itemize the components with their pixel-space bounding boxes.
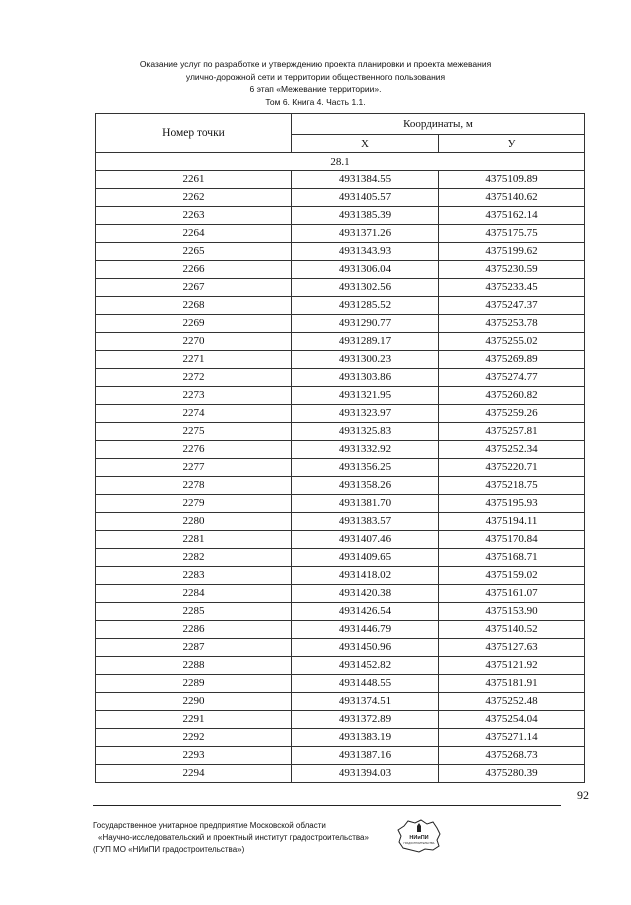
cell-y: 4375181.91 [439,675,585,693]
cell-point-number: 2284 [96,585,292,603]
cell-x: 4931325.83 [292,423,439,441]
cell-y: 4375247.37 [439,297,585,315]
table-row [96,711,585,729]
cell-x: 4931303.86 [292,369,439,387]
document-footer [93,820,369,856]
table-row [96,747,585,765]
cell-x: 4931446.79 [292,621,439,639]
cell-y: 4375140.62 [439,189,585,207]
cell-y: 4375195.93 [439,495,585,513]
cell-x: 4931372.89 [292,711,439,729]
cell-point-number: 2290 [96,693,292,711]
table-body [96,171,585,783]
cell-x: 4931383.19 [292,729,439,747]
cell-y: 4375161.07 [439,585,585,603]
cell-y: 4375259.26 [439,405,585,423]
table-row [96,549,585,567]
table-row [96,531,585,549]
cell-y: 4375274.77 [439,369,585,387]
table-row [96,405,585,423]
cell-x: 4931409.65 [292,549,439,567]
cell-y: 4375252.34 [439,441,585,459]
table-row [96,585,585,603]
cell-x: 4931302.56 [292,279,439,297]
cell-point-number: 2277 [96,459,292,477]
cell-point-number: 2267 [96,279,292,297]
table-row [96,279,585,297]
cell-point-number: 2294 [96,765,292,783]
cell-x: 4931420.38 [292,585,439,603]
cell-point-number: 2274 [96,405,292,423]
cell-point-number: 2282 [96,549,292,567]
cell-x: 4931290.77 [292,315,439,333]
table-row [96,441,585,459]
cell-x: 4931306.04 [292,261,439,279]
cell-point-number: 2280 [96,513,292,531]
cell-y: 4375268.73 [439,747,585,765]
cell-y: 4375140.52 [439,621,585,639]
cell-x: 4931285.52 [292,297,439,315]
table-row [96,207,585,225]
cell-x: 4931426.54 [292,603,439,621]
table-row [96,459,585,477]
cell-x: 4931343.93 [292,243,439,261]
header-line-3: 6 этап «Межевание территории». [249,84,382,94]
cell-point-number: 2269 [96,315,292,333]
cell-point-number: 2285 [96,603,292,621]
table-row [96,261,585,279]
header-x: X [292,135,439,153]
cell-y: 4375230.59 [439,261,585,279]
cell-point-number: 2272 [96,369,292,387]
table-row [96,171,585,189]
table-row [96,297,585,315]
cell-point-number: 2266 [96,261,292,279]
footer-line-1: Государственное унитарное предприятие Московской области [93,821,326,830]
header-point-number: Номер точки [96,114,292,153]
table-row [96,765,585,783]
cell-y: 4375252.48 [439,693,585,711]
table-row [96,369,585,387]
cell-y: 4375254.04 [439,711,585,729]
cell-point-number: 2278 [96,477,292,495]
cell-y: 4375194.11 [439,513,585,531]
table-row [96,225,585,243]
cell-point-number: 2293 [96,747,292,765]
cell-point-number: 2292 [96,729,292,747]
cell-point-number: 2287 [96,639,292,657]
footer-line-3: (ГУП МО «НИиПИ градостроительства») [93,845,245,854]
cell-point-number: 2264 [96,225,292,243]
cell-x: 4931394.03 [292,765,439,783]
cell-x: 4931407.46 [292,531,439,549]
cell-point-number: 2291 [96,711,292,729]
table-row [96,621,585,639]
cell-y: 4375280.39 [439,765,585,783]
cell-point-number: 2262 [96,189,292,207]
cell-x: 4931450.96 [292,639,439,657]
cell-point-number: 2276 [96,441,292,459]
header-line-2: улично-дорожной сети и территории общественного пользования [185,71,446,82]
cell-x: 4931381.70 [292,495,439,513]
table-row [96,657,585,675]
cell-y: 4375260.82 [439,387,585,405]
table-row [96,387,585,405]
cell-x: 4931289.17 [292,333,439,351]
cell-x: 4931356.25 [292,459,439,477]
cell-x: 4931418.02 [292,567,439,585]
logo-text-2: ГРАДОСТРОИТЕЛЬСТВА [403,842,435,845]
cell-point-number: 2279 [96,495,292,513]
cell-x: 4931387.16 [292,747,439,765]
cell-x: 4931300.23 [292,351,439,369]
cell-x: 4931374.51 [292,693,439,711]
table-row [96,189,585,207]
table-row [96,567,585,585]
cell-y: 4375233.45 [439,279,585,297]
cell-x: 4931385.39 [292,207,439,225]
table-row [96,333,585,351]
cell-x: 4931332.92 [292,441,439,459]
cell-x: 4931358.26 [292,477,439,495]
cell-point-number: 2263 [96,207,292,225]
cell-y: 4375153.90 [439,603,585,621]
cell-point-number: 2261 [96,171,292,189]
cell-y: 4375175.75 [439,225,585,243]
cell-point-number: 2286 [96,621,292,639]
cell-y: 4375220.71 [439,459,585,477]
cell-x: 4931452.82 [292,657,439,675]
cell-y: 4375218.75 [439,477,585,495]
cell-x: 4931448.55 [292,675,439,693]
cell-y: 4375168.71 [439,549,585,567]
table-row [96,639,585,657]
cell-point-number: 2288 [96,657,292,675]
header-y: У [439,135,585,153]
table-row [96,495,585,513]
logo-text-1: НИиПИ [409,835,429,841]
cell-y: 4375159.02 [439,567,585,585]
footer-divider [93,805,561,806]
cell-point-number: 2268 [96,297,292,315]
cell-point-number: 2275 [96,423,292,441]
section-label: 28.1 [96,153,585,171]
cell-y: 4375257.81 [439,423,585,441]
table-row [96,423,585,441]
table-row [96,693,585,711]
table-row [96,351,585,369]
cell-y: 4375269.89 [439,351,585,369]
cell-y: 4375170.84 [439,531,585,549]
coordinates-table [95,113,585,783]
cell-y: 4375121.92 [439,657,585,675]
cell-point-number: 2289 [96,675,292,693]
cell-y: 4375253.78 [439,315,585,333]
cell-x: 4931321.95 [292,387,439,405]
table-row [96,729,585,747]
cell-x: 4931323.97 [292,405,439,423]
cell-y: 4375127.63 [439,639,585,657]
header-coordinates: Координаты, м [292,114,585,135]
table-row [96,477,585,495]
institute-logo [395,818,443,854]
cell-point-number: 2265 [96,243,292,261]
cell-y: 4375271.14 [439,729,585,747]
cell-x: 4931383.57 [292,513,439,531]
cell-point-number: 2273 [96,387,292,405]
cell-x: 4931384.55 [292,171,439,189]
cell-x: 4931371.26 [292,225,439,243]
cell-y: 4375255.02 [439,333,585,351]
cell-y: 4375162.14 [439,207,585,225]
cell-point-number: 2283 [96,567,292,585]
cell-x: 4931405.57 [292,189,439,207]
cell-point-number: 2270 [96,333,292,351]
table-row [96,243,585,261]
cell-y: 4375199.62 [439,243,585,261]
cell-y: 4375109.89 [439,171,585,189]
header-line-1: Оказание услуг по разработке и утверждению проекта планировки и проекта межевания [139,59,492,69]
table-row [96,675,585,693]
cell-point-number: 2271 [96,351,292,369]
table-row [96,513,585,531]
cell-point-number: 2281 [96,531,292,549]
table-row [96,603,585,621]
document-header [0,58,631,108]
header-line-4: Том 6. Книга 4. Часть 1.1. [265,96,366,107]
table-row [96,315,585,333]
page-number: 92 [577,788,589,802]
footer-line-2: «Научно-исследовательский и проектный институт градостроительства» [98,833,369,842]
